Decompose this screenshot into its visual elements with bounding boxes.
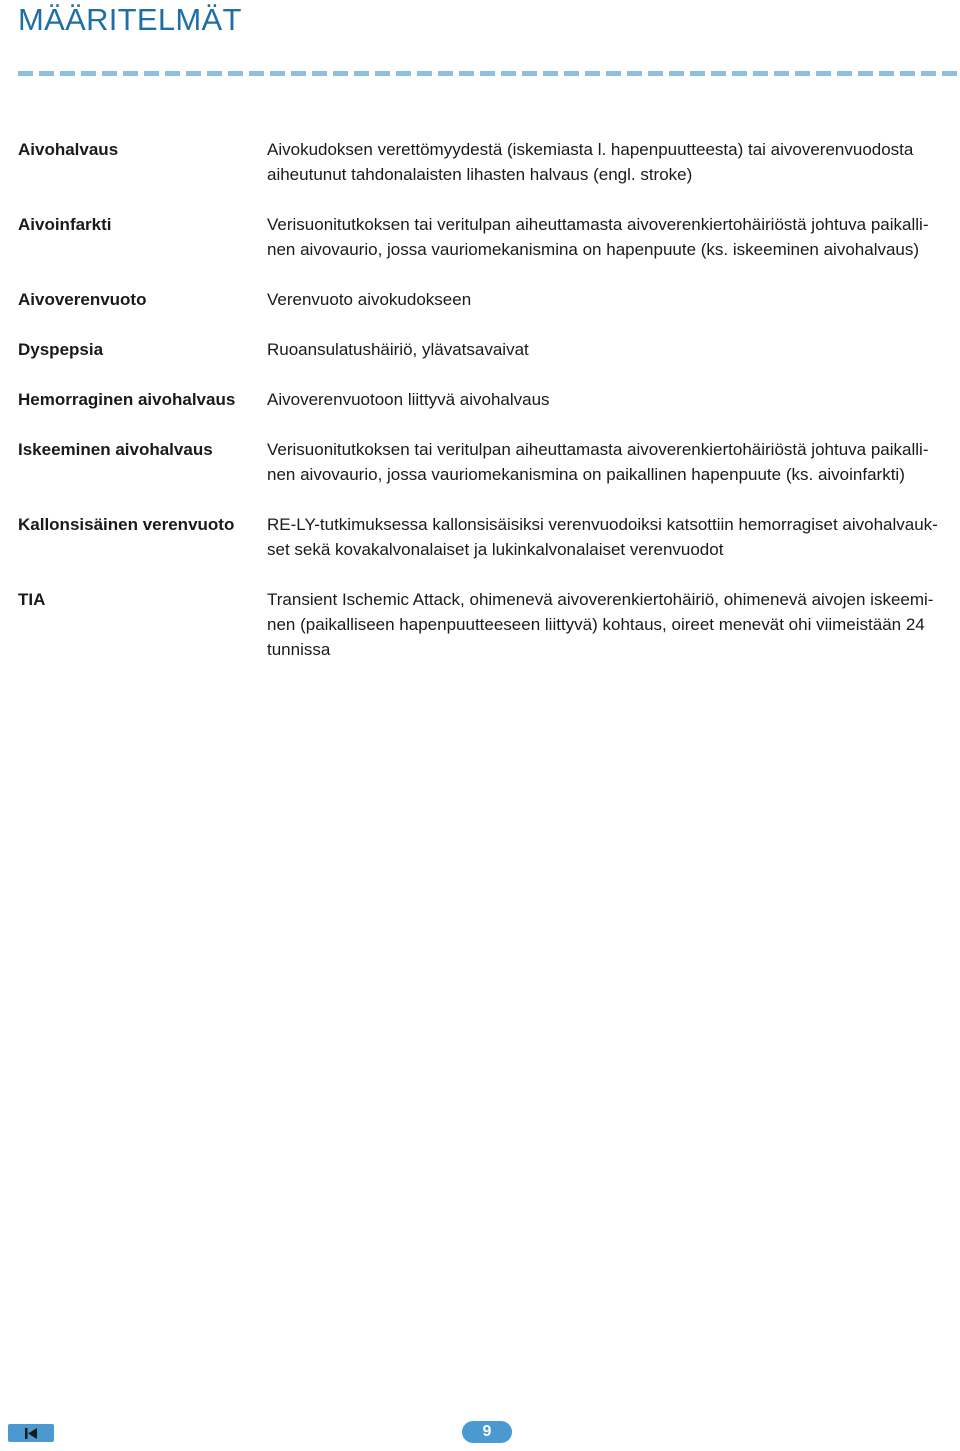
description-line: Transient Ischemic Attack, ohimenevä aivoverenkiertohäiriö, ohimenevä aivojen iskeemi-: [267, 590, 934, 609]
definition-description: [267, 137, 960, 187]
description-line: Aivoverenvuotoon liittyvä aivohalvaus: [267, 390, 550, 409]
definition-row: [18, 512, 960, 562]
description-line: Ruoansulatushäiriö, ylävatsavaivat: [267, 340, 529, 359]
description-line: nen (paikalliseen hapenpuutteeseen liittyvä) kohtaus, oireet menevät ohi viimeistään 24: [267, 615, 925, 634]
definition-term: Iskeeminen aivohalvaus: [18, 440, 213, 459]
definitions-list: [18, 137, 960, 662]
description-line: Verisuonitutkoksen tai veritulpan aiheuttamasta aivoverenkiertohäiriöstä johtuva paikalli-: [267, 440, 929, 459]
definition-term: Aivohalvaus: [18, 140, 119, 159]
definition-description: [267, 512, 960, 562]
definition-description: [267, 337, 960, 362]
definition-row: [18, 337, 960, 362]
description-line: nen aivovaurio, jossa vauriomekanismina on hapenpuute (ks. iskeeminen aivohalvaus): [267, 240, 920, 259]
description-line: Verenvuoto aivokudokseen: [267, 290, 472, 309]
description-line: set sekä kovakalvonalaiset ja lukinkalvonalaiset verenvuodot: [267, 540, 724, 559]
page-number-badge: 9: [462, 1421, 512, 1443]
definition-row: [18, 387, 960, 412]
definition-term: Kallonsisäinen verenvuoto: [18, 515, 235, 534]
description-line: Verisuonitutkoksen tai veritulpan aiheuttamasta aivoverenkiertohäiriöstä johtuva paikalli-: [267, 215, 929, 234]
page-title: MÄÄRITELMÄT: [18, 2, 242, 37]
definition-description: [267, 387, 960, 412]
title-dashed-divider: [18, 71, 958, 76]
definition-row: [18, 587, 960, 662]
description-line: tunnissa: [267, 640, 331, 659]
definition-description: [267, 212, 960, 262]
definition-term: Aivoverenvuoto: [18, 290, 147, 309]
definition-row: [18, 212, 960, 262]
description-line: RE-LY-tutkimuksessa kallonsisäisiksi verenvuodoiksi katsottiin hemorragiset aivohalvauk-: [267, 515, 938, 534]
skip-to-first-icon: [23, 1427, 39, 1440]
definition-term: Dyspepsia: [18, 340, 104, 359]
first-page-button[interactable]: [8, 1424, 54, 1442]
definition-description: [267, 587, 960, 662]
description-line: aiheutunut tahdonalaisten lihasten halvaus (engl. stroke): [267, 165, 693, 184]
definition-row: [18, 287, 960, 312]
definition-description: [267, 437, 960, 487]
definition-term: Aivoinfarkti: [18, 215, 112, 234]
definition-row: [18, 137, 960, 187]
definition-term: Hemorraginen aivohalvaus: [18, 390, 236, 409]
description-line: Aivokudoksen verettömyydestä (iskemiasta l. hapenpuutteesta) tai aivoverenvuodosta: [267, 140, 914, 159]
definition-description: [267, 287, 960, 312]
definition-term: TIA: [18, 590, 46, 609]
description-line: nen aivovaurio, jossa vauriomekanismina on paikallinen hapenpuute (ks. aivoinfarkti): [267, 465, 905, 484]
definition-row: [18, 437, 960, 487]
